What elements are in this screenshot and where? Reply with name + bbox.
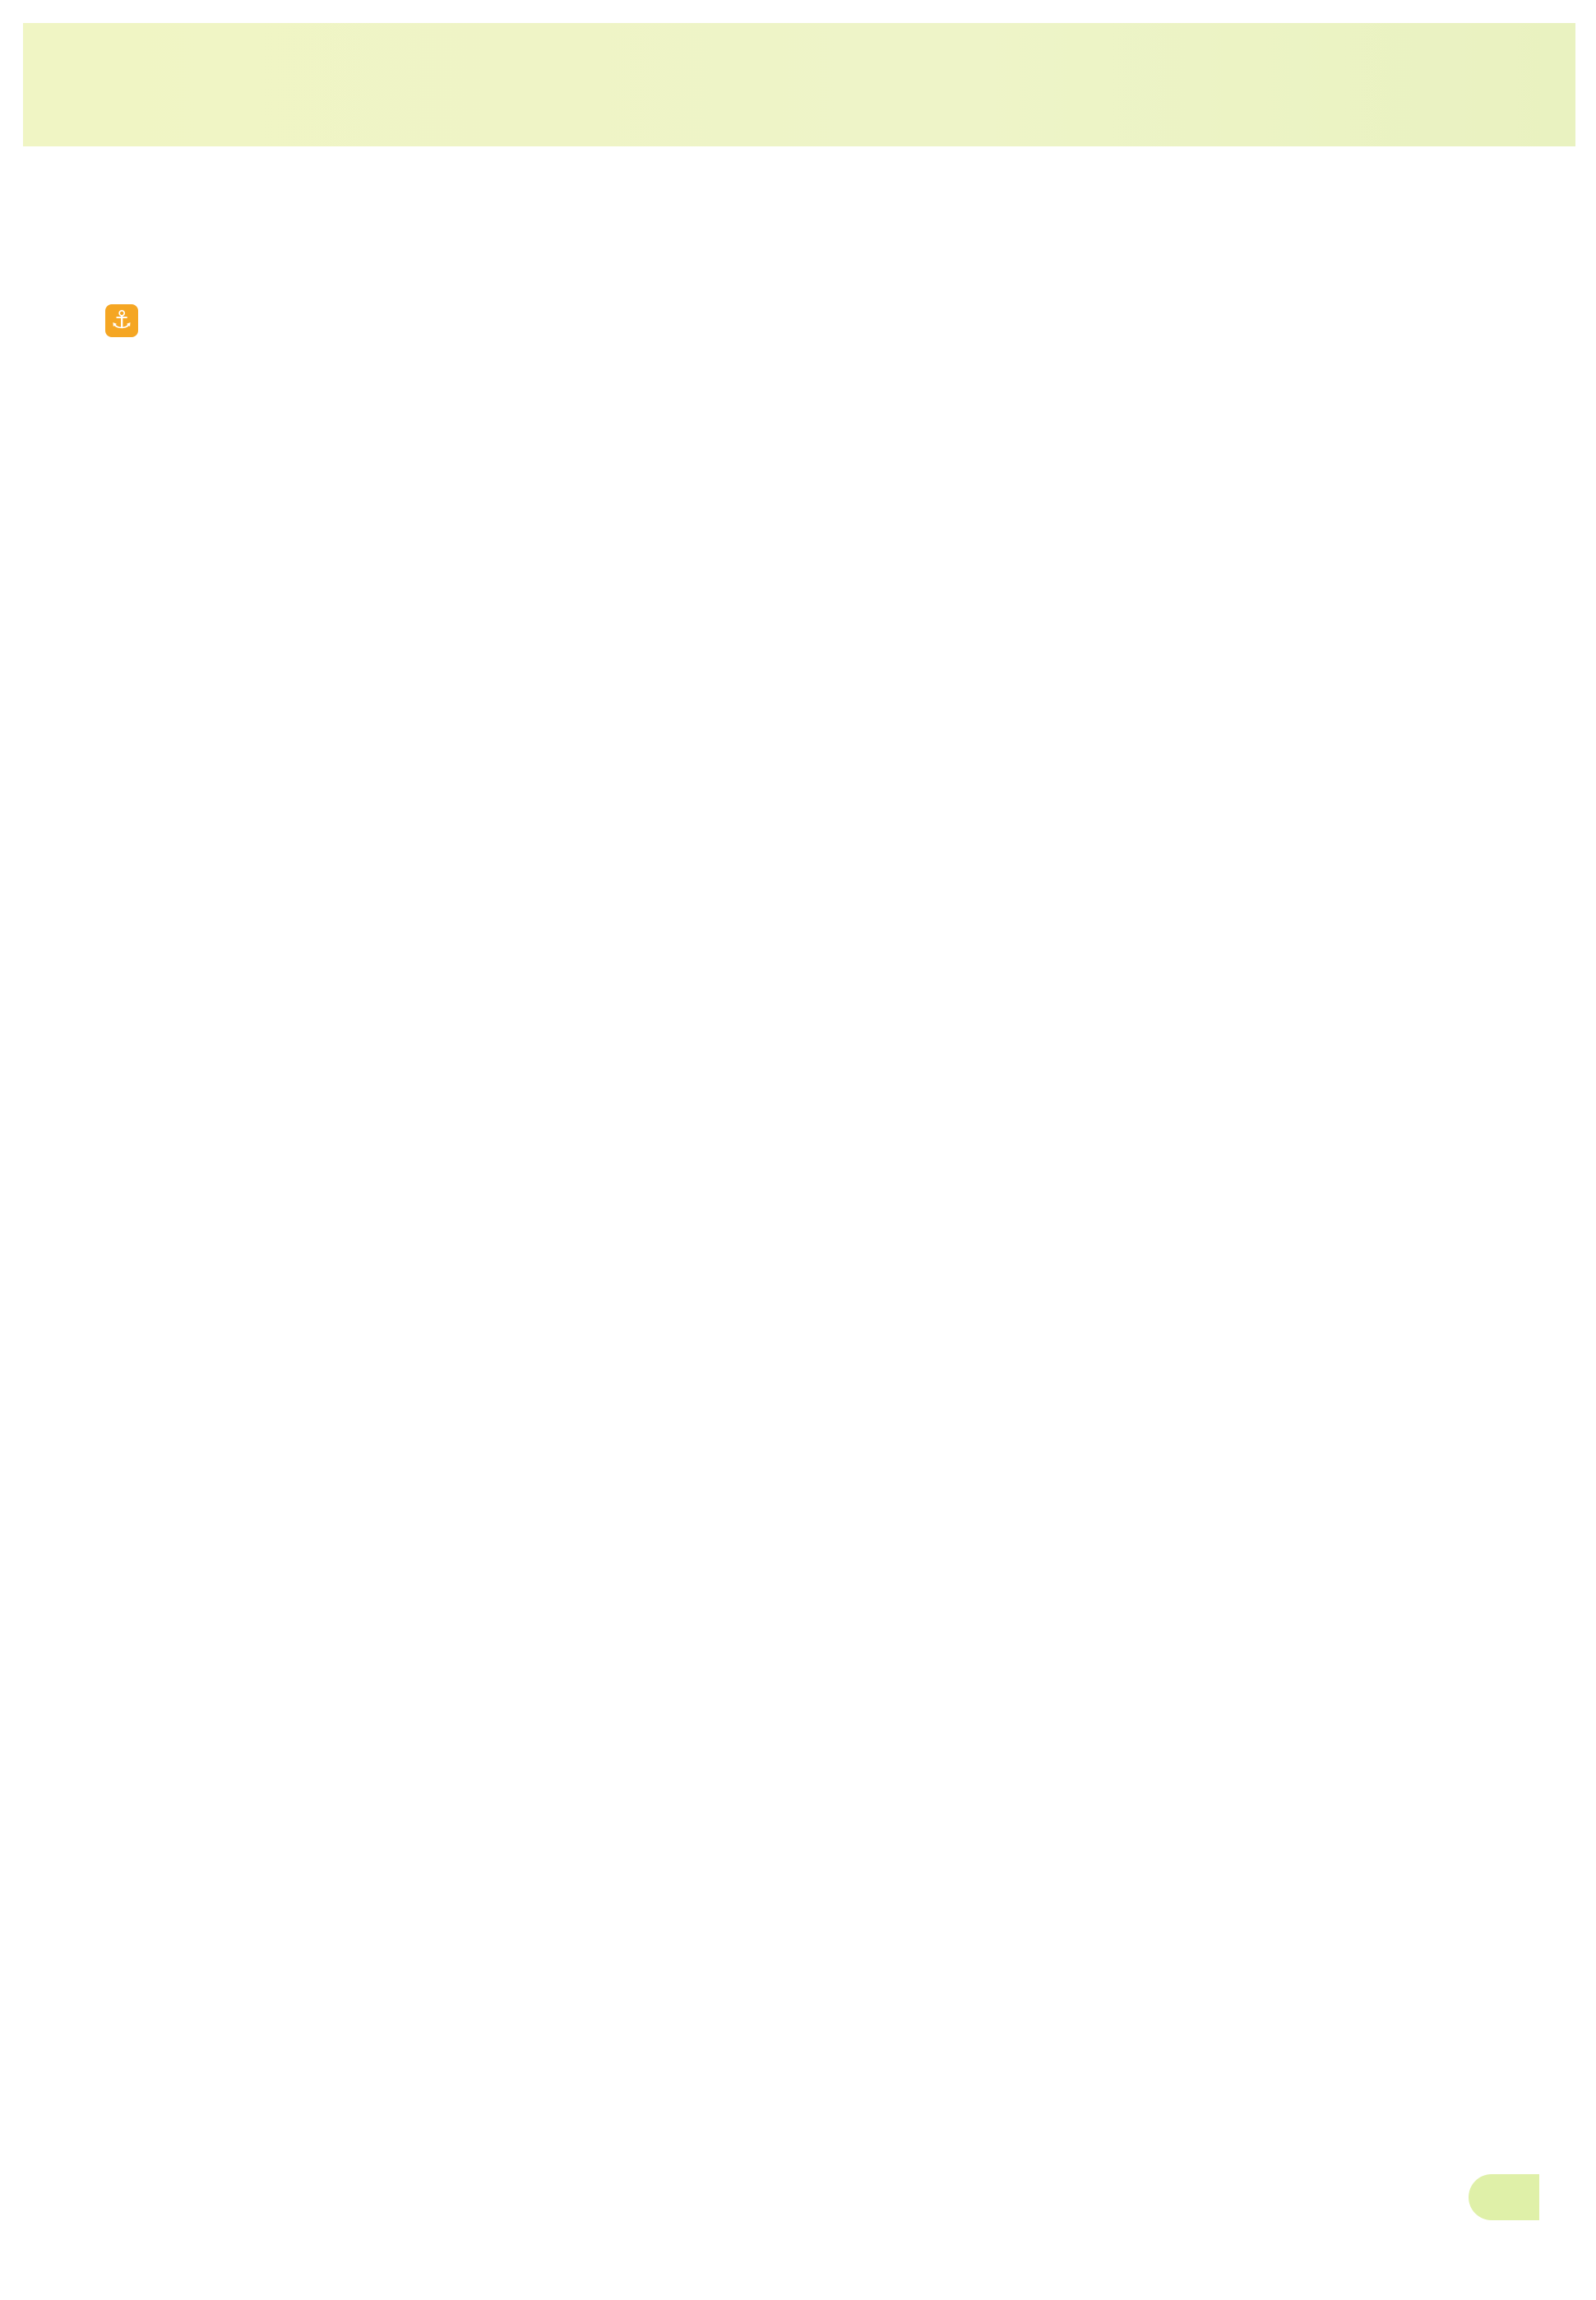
page-header xyxy=(23,23,1575,146)
page-number xyxy=(1469,2174,1539,2220)
anchor-icon: ⚓ xyxy=(105,304,138,337)
section-heading xyxy=(105,304,146,337)
lesson-title xyxy=(0,187,1596,237)
unit-label xyxy=(1439,87,1469,120)
